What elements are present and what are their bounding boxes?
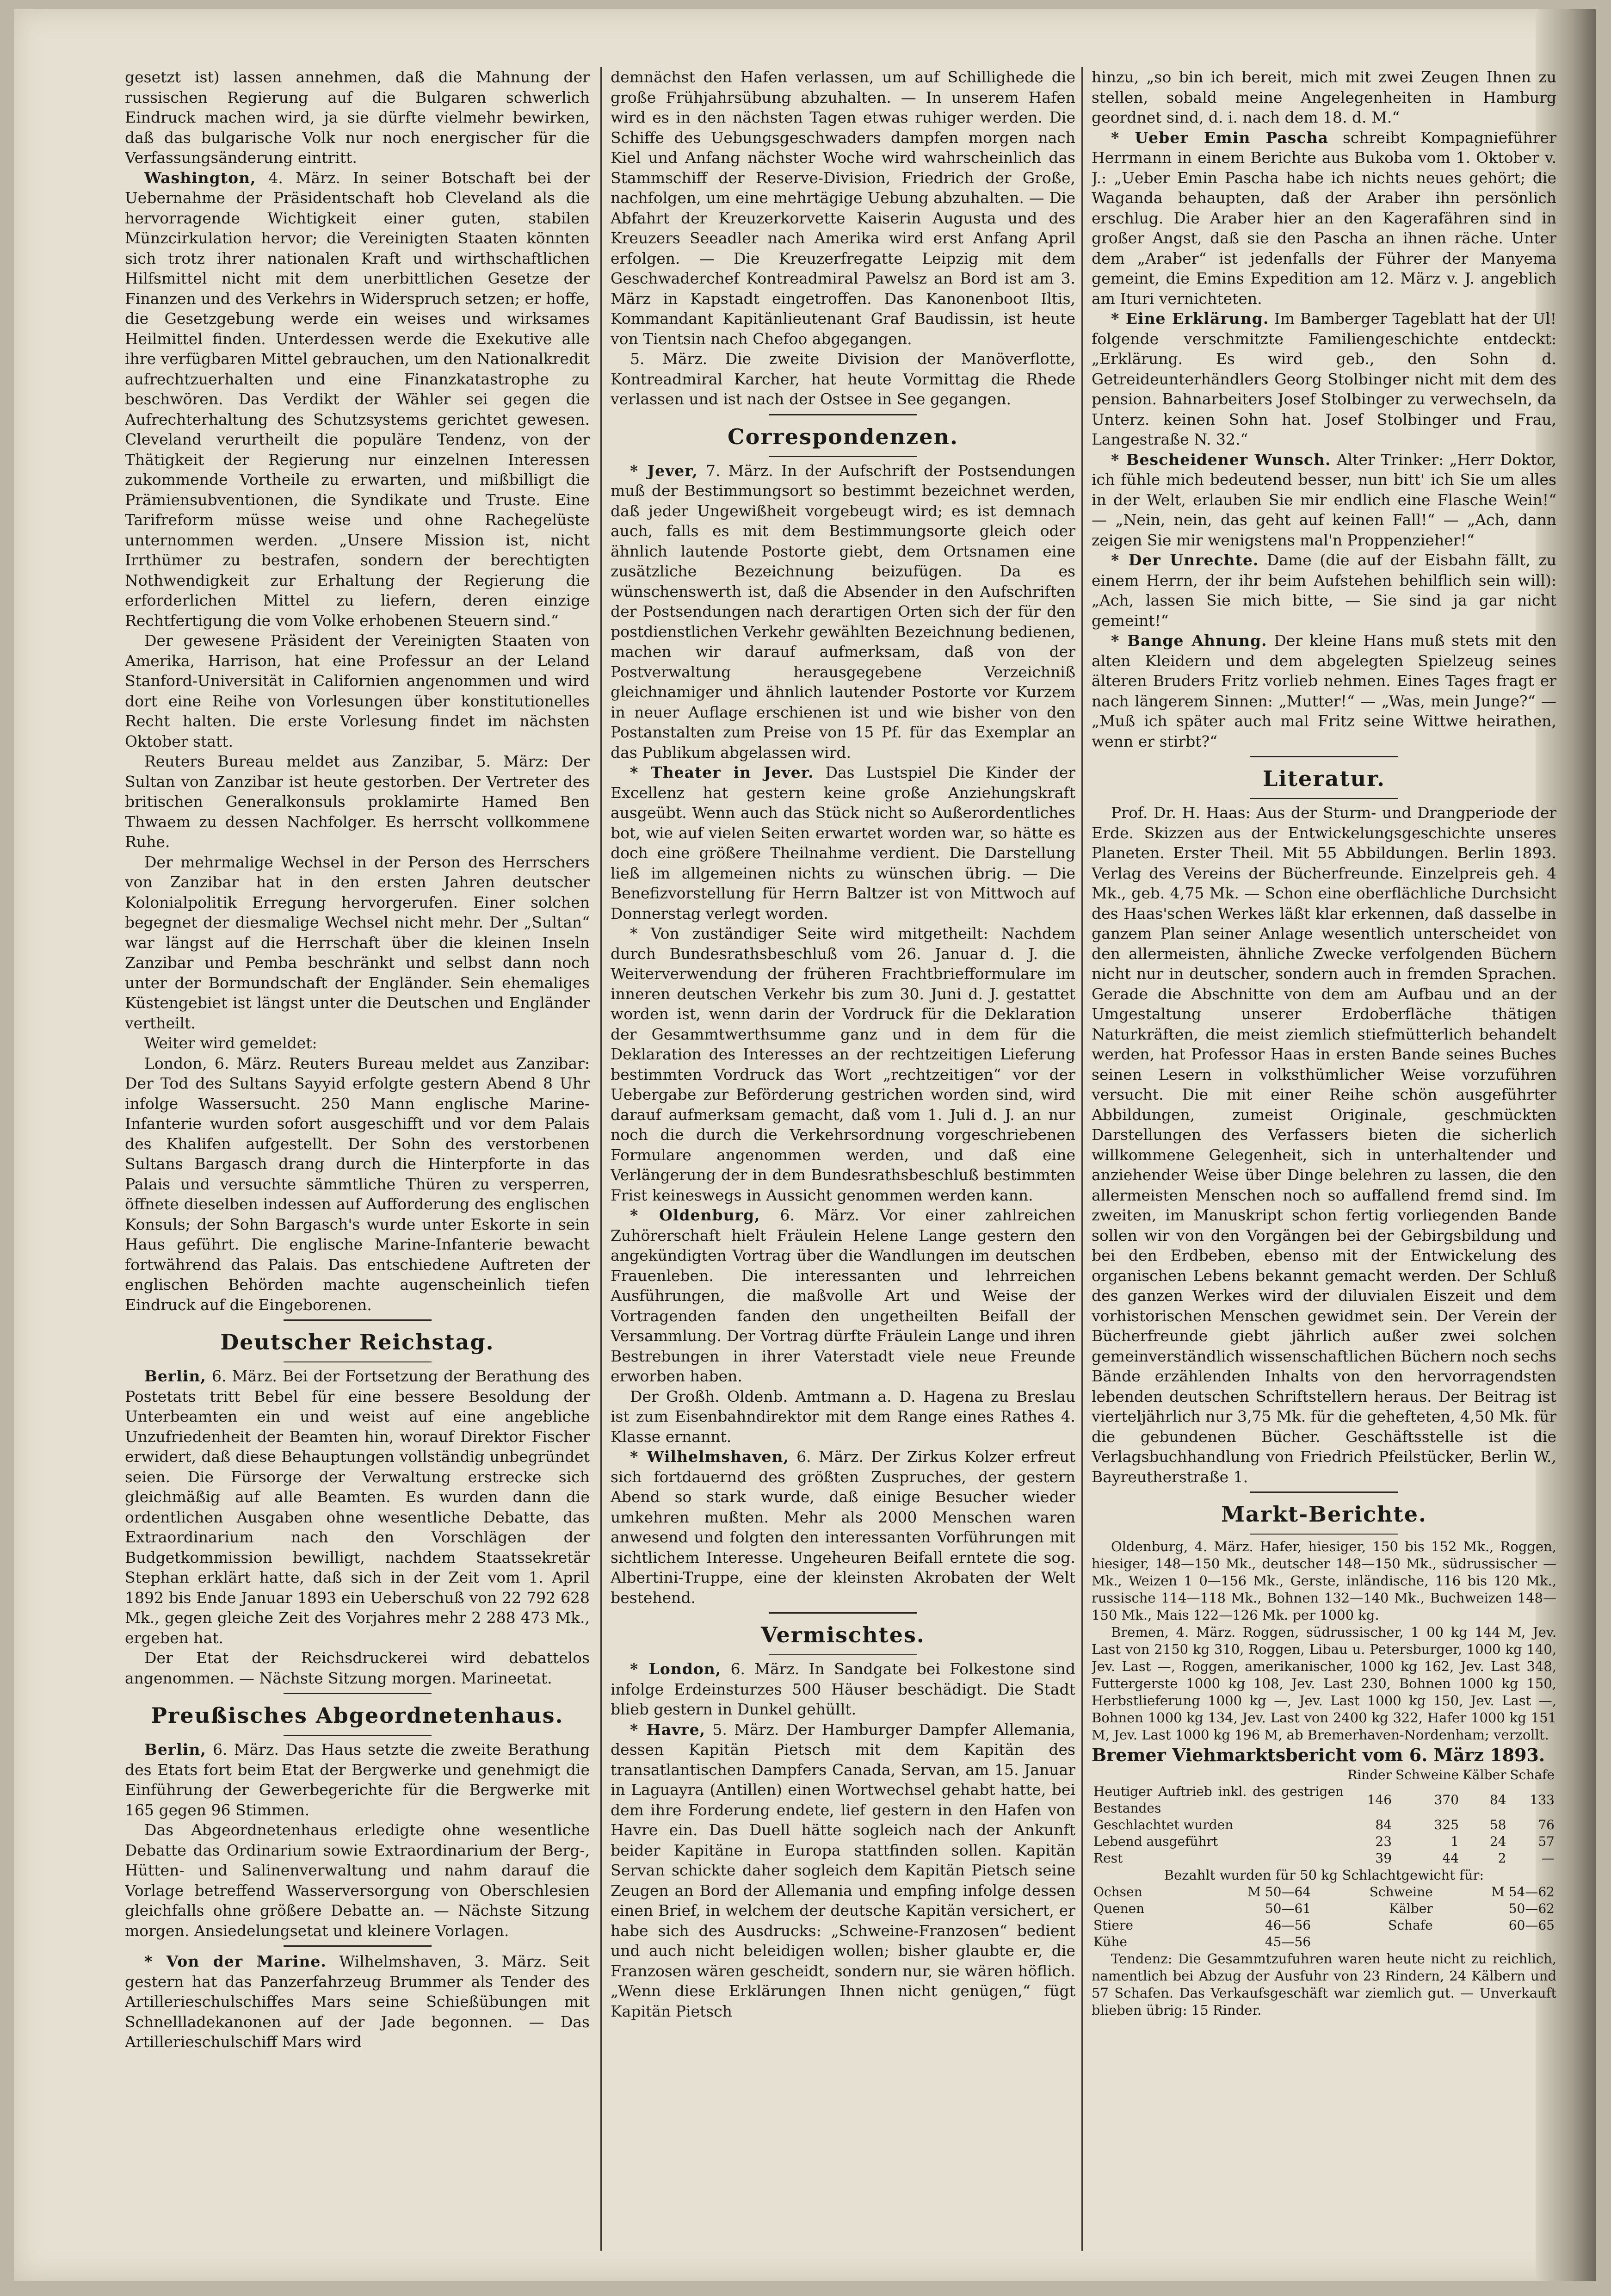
market-oldenburg: Oldenburg, 4. März. Hafer, hiesiger, 150 bis 152 Mk., Roggen, hiesiger, 148—150 Mk., deutscher 148—150 Mk., südrussischer — Mk., Weizen 1 0—156 Mk., Gerste, inländische, 116 bis 120 Mk., russische 114—118 Mk., Bohnen 132—140 Mk., Buchweizen 148—150 Mk., Mais 122—126 Mk. per 1000 kg. xyxy=(1092,1539,1556,1623)
table-cell: M 54—62 xyxy=(1491,1884,1555,1900)
table-cell: 60—65 xyxy=(1508,1918,1555,1933)
table-cell: 1 xyxy=(1451,1834,1459,1849)
section-divider xyxy=(1250,756,1398,757)
table-cell: M 50—64 xyxy=(1247,1884,1311,1900)
table-cell: 2 xyxy=(1498,1850,1506,1866)
section-divider xyxy=(1250,798,1398,799)
article-marine-cont: demnächst den Hafen verlassen, um auf Schillighede die große Frühjahrsübung abzuhalten. — In unserem Hafen wird es in den nächsten Tagen etwas ruhiger werden. Die Schiffe des Uebungsgeschwaders dampfen morgen nach Kiel und Anfang nächster Woche wird wahrscheinlich das Stammschiff der Reserve-Division, Friedrich der Große, nachfolgen, um eine mehrtägige Uebung abzuhalten. — Die Abfahrt der Kreuzerkorvette Kaiserin Augusta und des Kreuzers Seeadler nach Amerika wird erst Anfang April erfolgen. — Die Kreuzerfregatte Leipzig mit dem Geschwaderchef Kontreadmiral Pawelsz an Bord ist am 3. März in Kapstadt eingetroffen. Das Kanonenboot Iltis, Kommandant Kapitänlieutenant Graf Baudissin, ist heute von Tientsin nach Chefoo abgegangen. xyxy=(611,68,1075,348)
table-row xyxy=(1092,1817,1556,1833)
column-rule-2 xyxy=(1081,67,1083,2251)
section-divider xyxy=(1250,1534,1398,1535)
viehmarkt-table xyxy=(1092,1767,1556,1867)
article-reichsdruckerei: Der Etat der Reichsdruckerei wird debattelos angenommen. — Nächste Sitzung morgen. Marineetat. xyxy=(125,1649,590,1687)
table-cell: Lebend ausgeführt xyxy=(1093,1834,1218,1849)
column-middle xyxy=(611,67,1075,2251)
article-london-zanzibar: London, 6. März. Reuters Bureau meldet aus Zanzibar: Der Tod des Sultans Sayyid erfolgte gestern Abend 8 Uhr infolge Wassersucht. 250 Mann englische Marine-Infanterie wurden sofort ausgeschifft und vor dem Palais des Khalifen aufgestellt. Der Sohn des verstorbenen Sultans Bargasch drang durch die Hinterpforte in das Palais und versuchte sämmtliche Thüren zu versperren, öffnete dieselben indessen auf Aufforderung des englischen Konsuls; der Sohn Bargasch's wurde unter Eskorte in sein Haus geführt. Die englische Marine-Infanterie bewacht fortwährend das Palais. Das entschiedene Auftreten der englischen Behörden machte augenscheinlich tiefen Eindruck auf die Eingeborenen. xyxy=(125,1054,590,1314)
table-cell: Rinder xyxy=(1347,1767,1392,1782)
table-cell xyxy=(1435,1934,1556,1950)
table-cell xyxy=(1092,1767,1346,1783)
table-cell: Ochsen xyxy=(1093,1884,1142,1900)
table-row xyxy=(1092,1833,1556,1850)
article-reichstag: Berlin, 6. März. Bei der Fortsetzung der Berathung des Postetats tritt Bebel für eine bessere Besoldung der Unterbeamten ein und weist auf eine angebliche Unzufriedenheit der Beamten hin, worauf Direktor Fischer erwidert, daß diese Behauptungen vollständig unbegründet seien. Die Fürsorge der Verwaltung erstrecke sich gleichmäßig auf alle Beamten. Es wurden dann die ordentlichen Ausgaben ohne wesentliche Debatte, das Extraordinarium nach den Vorschlägen der Budgetkommission bewilligt, nachdem Staatssekretär Stephan erklärt hatte, daß sich in der Zeit vom 1. April 1892 bis Ende Januar 1893 ein Ueberschuß von 22 792 628 Mk., gegen gleiche Zeit des Vorjahres mehr 2 288 473 Mk., ergeben hat. xyxy=(125,1367,590,1647)
price-intro: Bezahlt wurden für 50 kg Schlachtgewicht für: xyxy=(1164,1867,1484,1883)
column-rule-1 xyxy=(600,67,602,2251)
section-divider xyxy=(284,1945,432,1947)
market-bremen: Bremen, 4. März. Roggen, südrussischer, 1 00 kg 144 M, Jev. Last von 2150 kg 310, Roggen, Libau u. Petersburger, 1000 kg 140, Jev. Last —, Roggen, amerikanischer, 1000 kg 162, Jev. Last 348, Futtergerste 1000 kg 108, Jev. Last 230, Bohnen 1000 kg 150, Herbstlieferung 1000 kg —, Jev. Last 1000 kg 150, Jev. Last —, Bohnen 1000 kg 134, Jev. Last von 2400 kg 322, Hafer 1000 kg 151 M, Jev. Last 1000 kg 196 M, ab Bremerhaven-Nordenham; verzollt. xyxy=(1092,1624,1556,1743)
section-heading-reichstag: Deutscher Reichstag. xyxy=(220,1330,494,1355)
table-cell: 57 xyxy=(1538,1834,1555,1849)
article-bulgaria-end: gesetzt ist) lassen annehmen, daß die Mahnung der russischen Regierung auf die Bulgaren schwerlich Eindruck machen wird, ja sie dürfte vielmehr bewirken, daß das bulgarische Volk nur noch energischer für die Verfassungsänderung eintritt. xyxy=(125,68,590,167)
section-divider xyxy=(769,1612,917,1614)
section-divider xyxy=(1250,1491,1398,1493)
table-cell: 84 xyxy=(1489,1792,1506,1807)
table-cell: 50—62 xyxy=(1508,1901,1555,1916)
article-london: * London, 6. März. In Sandgate bei Folkestone sind infolge Erdeinsturzes 500 Häuser beschädigt. Die Stadt blieb gestern in Dunkel gehüllt. xyxy=(611,1660,1075,1718)
table-cell xyxy=(1313,1934,1435,1950)
table-cell: Kälber xyxy=(1389,1901,1433,1916)
table-row xyxy=(1092,1934,1556,1950)
article-abgeordnetenhaus: Berlin, 6. März. Das Haus setzte die zweite Berathung des Etats fort beim Etat der Bergwerke und genehmigt die Einführung der Gewerbegerichte für die Bergwerke mit 165 gegen 96 Stimmen. xyxy=(125,1740,590,1819)
newspaper-page xyxy=(14,9,1596,2281)
article-zanzibar-more: Weiter wird gemeldet: xyxy=(144,1034,317,1052)
table-cell: Quenen xyxy=(1093,1901,1145,1916)
table-cell: 24 xyxy=(1489,1834,1506,1849)
article-abgeordnetenhaus-2: Das Abgeordnetenhaus erledigte ohne wesentliche Debatte das Ordinarium sowie Extraordinarium der Berg-, Hütten- und Salinenverwaltung und nahm darauf die Vorlage betreffend Wasserversorgung von Oberschlesien gleichfalls ohne größere Debatte an. — Nächste Sitzung morgen. Ansiedelungsetat und kleinere Vorlagen. xyxy=(125,1821,590,1940)
section-divider xyxy=(769,1654,917,1655)
section-divider xyxy=(769,456,917,457)
article-manoeverflotte: 5. März. Die zweite Division der Manöverflotte, Kontreadmiral Karcher, hat heute Vormittag die Rhede verlassen und ist nach der Ostsee in See gegangen. xyxy=(611,350,1075,408)
table-cell: Schweine xyxy=(1369,1884,1433,1900)
article-havre: * Havre, 5. März. Der Hamburger Dampfer Allemania, dessen Kapitän Pietsch mit dem Kapitän des transatlantischen Dampfers Canada, Servan, am 15. Januar in Laguayra (Antillen) einen Wortwechsel gehabt hatte, bei dem ihre Forderung endete, lief gestern in den Hafen von Havre ein. Das Duell hätte sogleich nach der Ankunft beider Kapitäne in Europa stattfinden sollen. Kapitän Servan schickte daher sogleich dem Kapitän Pietsch seine Zeugen an Bord der Allemania und empfing infolge dessen einen Brief, in welchem der deutsche Kapitän versichert, er habe sich des Ausdrucks: „Schweine-Franzosen“ bedient und auch nicht beleidigen wollen; bisher glaubte er, die Franzosen wären gescheidt, sondern nur, sie wären höflich. „Wenn diese Erklärungen Ihnen nicht genügen,“ fügt Kapitän Pietsch xyxy=(611,1720,1075,2020)
article-ahnung: * Bange Ahnung. Der kleine Hans muß stets mit den alten Kleidern und dem abgelegten Spielzeug seines älteren Bruders Fritz vorlieb nehmen. Eines Tages fragt er nach längerem Sinnen: „Mutter!“ — „Was, mein Junge?“ — „Muß ich später auch mal Fritz seine Wittwe heirathen, wenn er stirbt?“ xyxy=(1092,631,1556,750)
table-cell: 58 xyxy=(1489,1817,1506,1832)
table-cell: Kühe xyxy=(1093,1934,1127,1949)
article-theater: * Theater in Jever. Das Lustspiel Die Kinder der Excellenz hat gestern keine große Anziehungskraft ausgeübt. Wenn auch das Stück nicht so Außerordentliches bot, wie auf vielen Seiten erwartet worden war, so hätte es doch eine größere Theilnahme verdient. Die Darstellung ließ im allgemeinen nichts zu wünschen übrig. — Die Benefizvorstellung für Herrn Baltzer ist von Mittwoch auf Donnerstag verlegt worden. xyxy=(611,763,1075,922)
table-cell: 370 xyxy=(1434,1792,1459,1807)
article-marine: * Von der Marine. Wilhelmshaven, 3. März. Seit gestern hat das Panzerfahrzeug Brummer als Tender des Artillerieschulschiffes Mars seine Schießübungen mit Schnellladekanonen auf der Jade begonnen. — Das Artillerieschulschiff Mars wird xyxy=(125,1952,590,2051)
table-cell: 44 xyxy=(1442,1850,1459,1866)
table-header-row xyxy=(1092,1767,1556,1783)
section-heading-abgeordnetenhaus: Preußisches Abgeordnetenhaus. xyxy=(151,1703,564,1728)
table-cell: 84 xyxy=(1375,1817,1392,1832)
table-cell: 23 xyxy=(1375,1834,1392,1849)
article-unrechte: * Der Unrechte. Dame (die auf der Eisbahn fällt, zu einem Herrn, der ihr beim Aufstehen behilflich sein will): „Ach, lassen Sie mich bitte, — Sie sind ja gar nicht gemeint!“ xyxy=(1092,551,1556,630)
table-cell: Schafe xyxy=(1388,1918,1433,1933)
section-divider xyxy=(284,1693,432,1694)
section-divider xyxy=(769,414,917,415)
article-erklaerung: * Eine Erklärung. Im Bamberger Tageblatt hat der Ul! folgende verschmitzte Familiengeschichte entdeckt: „Erklärung. Es wird geb., den Sohn d. Getreideunterhändlers Georg Stolbinger nicht mit dem des pension. Bahnarbeiters Josef Stolbinger zu verwechseln, da Unterz. keinen Sohn hat. Josef Stolbinger und Frau, Langestraße N. 32.“ xyxy=(1092,309,1556,448)
table-cell: 39 xyxy=(1375,1850,1392,1866)
article-zanzibar-context: Der mehrmalige Wechsel in der Person des Herrschers von Zanzibar hat in den ersten Jahren deutscher Kolonialpolitik Erregung hervorgerufen. Einer solchen begegnet der diesmalige Wechsel nicht mehr. Der „Sultan“ war längst auf die Herrschaft über die kleinen Inseln Zanzibar und Pemba beschränkt und selbst dann noch unter der Bormundschaft der Engländer. Sein ehemaliges Küstengebiet ist längst unter die Deutschen und Engländer vertheilt. xyxy=(125,853,590,1032)
article-harrison: Der gewesene Präsident der Vereinigten Staaten von Amerika, Harrison, hat eine Professur an der Leland Stanford-Universität in Californien angenommen und wird dort eine Reihe von Vorlesungen über konstitutionelles Recht halten. Die erste Vorlesung findet im nächsten Oktober statt. xyxy=(125,631,590,750)
table-cell: Schafe xyxy=(1510,1767,1555,1782)
table-cell: Stiere xyxy=(1093,1918,1133,1933)
table-cell: 45—56 xyxy=(1265,1934,1311,1949)
section-heading-correspondenzen: Correspondenzen. xyxy=(728,424,958,449)
article-hagena: Der Großh. Oldenb. Amtmann a. D. Hagena zu Breslau ist zum Eisenbahndirektor mit dem Range eines Rathes 4. Klasse ernannt. xyxy=(611,1387,1075,1446)
tendenz: Tendenz: Die Gesammtzufuhren waren heute nicht zu reichlich, namentlich bei Abzug der Ausfuhr von 23 Rindern, 24 Kälbern und 57 Schafen. Das Verkaufsgeschäft war ziemlich gut. — Unverkauft blieben übrig: 15 Rinder. xyxy=(1092,1951,1556,2018)
viehmarkt-title: Bremer Viehmarktsbericht vom 6. März 1893. xyxy=(1092,1745,1545,1765)
table-row xyxy=(1092,1917,1556,1934)
article-oldenburg: * Oldenburg, 6. März. Vor einer zahlreichen Zuhörerschaft hielt Fräulein Helene Lange gestern den angekündigten Vortrag über die Wandlungen im deutschen Frauenleben. Die interessanten und lehrreichen Ausführungen, die maßvolle Art und Weise der Vortragenden fanden den ungetheilten Beifall der Versammlung. Der Vortrag dürfte Fräulein Lange und ihren Bestrebungen in ihrer Vaterstadt viele neue Freunde erworben haben. xyxy=(611,1206,1075,1385)
table-cell: Kälber xyxy=(1463,1767,1506,1782)
article-washington: Washington, 4. März. In seiner Botschaft bei der Uebernahme der Präsidentschaft hob Cleveland als die hervorragende Wichtigkeit einer guten, stabilen Münzcirkulation hervor; die Vereinigten Staaten könnten sich trotz ihrer nationalen Kraft und wirthschaftlichen Hilfsmittel nicht mit dem unerbittlichen Gesetze der Finanzen und des Verkehrs in Widerspruch setzen; er hoffe, die Gesetzgebung werde ein weises und wirksames Heilmittel finden. Unterdessen werde die Exekutive alle ihre verfügbaren Mittel gebrauchen, um den Nationalkredit aufrechtzuerhalten und eine Finanzkatastrophe zu beschwören. Das Verdikt der Wähler sei gegen die Aufrechterhaltung des Schutzsystems gerichtet gewesen. Cleveland verurtheilt die populäre Tendenz, von der Thätigkeit der Regierung nur einzelnen Interessen zukommende Vortheile zu erwarten, und mißbilligt die Prämiensubventionen, die Syndikate und Truste. Eine Tarifreform müsse weise und ohne Rachegelüste unternommen werden. „Unsere Mission ist, nicht Irrthümer zu bestrafen, sondern der berechtigten Nothwendigkeit zur Erhaltung der Regierung die erforderlichen Mittel zu liefern, deren einzige Rechtfertigung die vom Volke erhobenen Steuern sind.“ xyxy=(125,168,590,630)
article-jever: * Jever, 7. März. In der Aufschrift der Postsendungen muß der Bestimmungsort so bestimmt bezeichnet werden, daß jeder Ungewißheit vorgebeugt wird; es ist demnach auch, falls es mit dem Bestimmungsorte gleich oder ähnlich lautende Postorte giebt, dem Ortsnamen eine zusätzliche Bezeichnung beizufügen. Da es wünschenswerth ist, daß die Absender in den Aufschriften der Postsendungen nach derartigen Orten sich der für den postdienstlichen Verkehr gewählten Bezeichnung bedienen, machen wir darauf aufmerksam, daß von der Postverwaltung herausgegebene Verzeichniß gleichnamiger und ähnlich lautender Postorte vor Kurzem in neuer Auflage erschienen ist und wie bisher von den Postanstalten zum Preise von 15 Pf. für das Exemplar an das Publikum abgelassen wird. xyxy=(611,461,1075,761)
table-cell: 133 xyxy=(1530,1792,1555,1807)
section-heading-markt: Markt-Berichte. xyxy=(1221,1502,1427,1527)
section-heading-literatur: Literatur. xyxy=(1262,766,1386,791)
table-cell: Geschlachtet wurden xyxy=(1093,1817,1234,1832)
column-right xyxy=(1092,67,1556,2251)
article-zanzibar: Reuters Bureau meldet aus Zanzibar, 5. März: Der Sultan von Zanzibar ist heute gestorben. Der Vertreter des britischen Generalkonsuls proklamirte Hamed Ben Thwaem zu dessen Nachfolger. Es herrscht vollkommene Ruhe. xyxy=(125,752,590,851)
table-row xyxy=(1092,1900,1556,1917)
table-cell: 50—61 xyxy=(1265,1901,1311,1916)
article-emin-pascha: * Ueber Emin Pascha schreibt Kompagnieführer Herrmann in einem Berichte aus Bukoba vom 1. Oktober v. J.: „Ueber Emin Pascha habe ich nichts neues gehört; die Waganda behaupten, daß der Araber ihn persönlich erschlug. Die Araber hier an den Kagerafähren sind in großer Angst, daß sie den Pascha an ihnen räche. Unter dem „Araber“ ist jedenfalls der Führer der Manyema gemeint, die Emins Expedition am 12. März v. J. angeblich am Ituri vernichteten. xyxy=(1092,128,1556,308)
table-cell: — xyxy=(1542,1850,1555,1866)
price-table xyxy=(1092,1884,1556,1950)
table-row xyxy=(1092,1783,1556,1817)
article-wilhelmshaven: * Wilhelmshaven, 6. März. Der Zirkus Kolzer erfreut sich fortdauernd des größten Zuspruches, der gestern Abend so stark wurde, daß einige Besucher wieder umkehren mußten. Mehr als 2000 Menschen waren anwesend und folgten den interessanten Vorführungen mit sichtlichem Interesse. Ungeheuren Beifall erntete die sog. Albertini-Truppe, eine der kleinsten Akrobaten der Welt bestehend. xyxy=(611,1448,1075,1607)
table-cell: 146 xyxy=(1367,1792,1392,1807)
table-cell: 76 xyxy=(1538,1817,1555,1832)
table-cell: Rest xyxy=(1093,1850,1123,1866)
article-havre-cont: hinzu, „so bin ich bereit, mich mit zwei Zeugen Ihnen zu stellen, sobald meine Angelegenheiten in Hamburg geordnet sind, d. i. nach dem 18. d. M.“ xyxy=(1092,68,1556,126)
article-wunsch: * Bescheidener Wunsch. Alter Trinker: „Herr Doktor, ich fühle mich bedeutend besser, nun bitt' ich Sie um alles in der Welt, erlauben Sie mir endlich eine Flasche Wein!“ — „Nein, nein, das geht auf keinen Fall!“ — „Ach, dann zeigen Sie mir wenigstens mal'n Proppenzieher!“ xyxy=(1092,450,1556,549)
table-row xyxy=(1092,1850,1556,1867)
article-literatur: Prof. Dr. H. Haas: Aus der Sturm- und Drangperiode der Erde. Skizzen aus der Entwickelungsgeschichte unseres Planeten. Erster Theil. Mit 55 Abbildungen. Berlin 1893. Verlag des Vereins der Bücherfreunde. Einzelpreis geh. 4 Mk., geb. 4,75 Mk. — Schon eine oberflächliche Durchsicht des Haas'schen Werkes läßt klar erkennen, daß dasselbe in ganzem Plan seiner Anlage wesentlich unterscheidet von den allermeisten, ähnliche Zwecke verfolgenden Büchern nicht nur in deutscher, sondern auch in fremden Sprachen. Gerade die Abschnitte von dem am Aufbau und an der Umgestaltung unserer Erdoberfläche thätigen Naturkräften, die meist ziemlich stiefmütterlich behandelt werden, hat Professor Haas in ersten Bande seines Buches seinen Lesern in volksthümlicher Weise vorzuführen versucht. Die mit einer Reihe schön ausgeführter Abbildungen, zumeist Originale, geschmückten Darstellungen des Verfassers bieten die sicherlich willkommene Gelegenheit, sich in unterhaltender und anziehender Weise über Dinge belehren zu lassen, die den allermeisten Menschen noch so auffallend fremd sind. Im zweiten, im Manuskript schon fertig vorliegenden Bande sollen wir von den Vorgängen bei der Gebirgsbildung und bei den Erdbeben, ebenso mit der Entwickelung des organischen Lebens bekannt gemacht werden. Der Schluß des ganzen Werkes wird der diluvialen Eiszeit und dem vorhistorischen Menschen gewidmet sein. Der Verein der Bücherfreunde giebt jährlich außer zwei solchen gemeinverständlich wissenschaftlichen Büchern noch sechs Bände erzählenden Inhalts von den hervorragendsten lebenden deutschen Schriftstellern heraus. Der Beitrag ist vierteljährlich nur 3,75 Mk. für die gehefteten, 4,50 Mk. für die gebundenen Bücher. Geschäftsstelle ist die Verlagsbuchhandlung von Friedrich Pfeilstücker, Berlin W., Bayreutherstraße 1. xyxy=(1092,804,1556,1486)
section-divider xyxy=(284,1319,432,1321)
table-cell: 46—56 xyxy=(1265,1918,1311,1933)
section-divider xyxy=(284,1735,432,1736)
column-left xyxy=(125,67,590,2251)
table-cell: Schweine xyxy=(1395,1767,1459,1782)
article-frachtbrief: * Von zuständiger Seite wird mitgetheilt: Nachdem durch Bundesrathsbeschluß vom 26. Januar d. J. die Weiterverwendung der früheren Frachtbriefformulare im inneren deutschen Verkehr bis zum 30. Juni d. J. gestattet worden ist, wenn darin der Vordruck für die Deklaration der Gesammtwerthsumme ganz und in dem für die Deklaration des Interesses an der rechtzeitigen Lieferung bestimmten Vordruck das Wort „rechtzeitigen“ vor der Uebergabe zur Beförderung gestrichen worden sind, wird darauf aufmerksam gemacht, daß vom 1. Juli d. J. an nur noch die durch die Verkehrsordnung vorgeschriebenen Formulare angenommen werden, und daß eine Verlängerung der in dem Bundesrathsbeschluß bestimmten Frist keineswegs in Aussicht genommen werden kann. xyxy=(611,924,1075,1204)
table-cell: 325 xyxy=(1434,1817,1459,1832)
table-cell: Heutiger Auftrieb inkl. des gestrigen Bestandes xyxy=(1093,1784,1344,1816)
table-row xyxy=(1092,1884,1556,1900)
dateline: Washington, xyxy=(144,168,256,187)
section-heading-vermischtes: Vermischtes. xyxy=(761,1622,925,1647)
